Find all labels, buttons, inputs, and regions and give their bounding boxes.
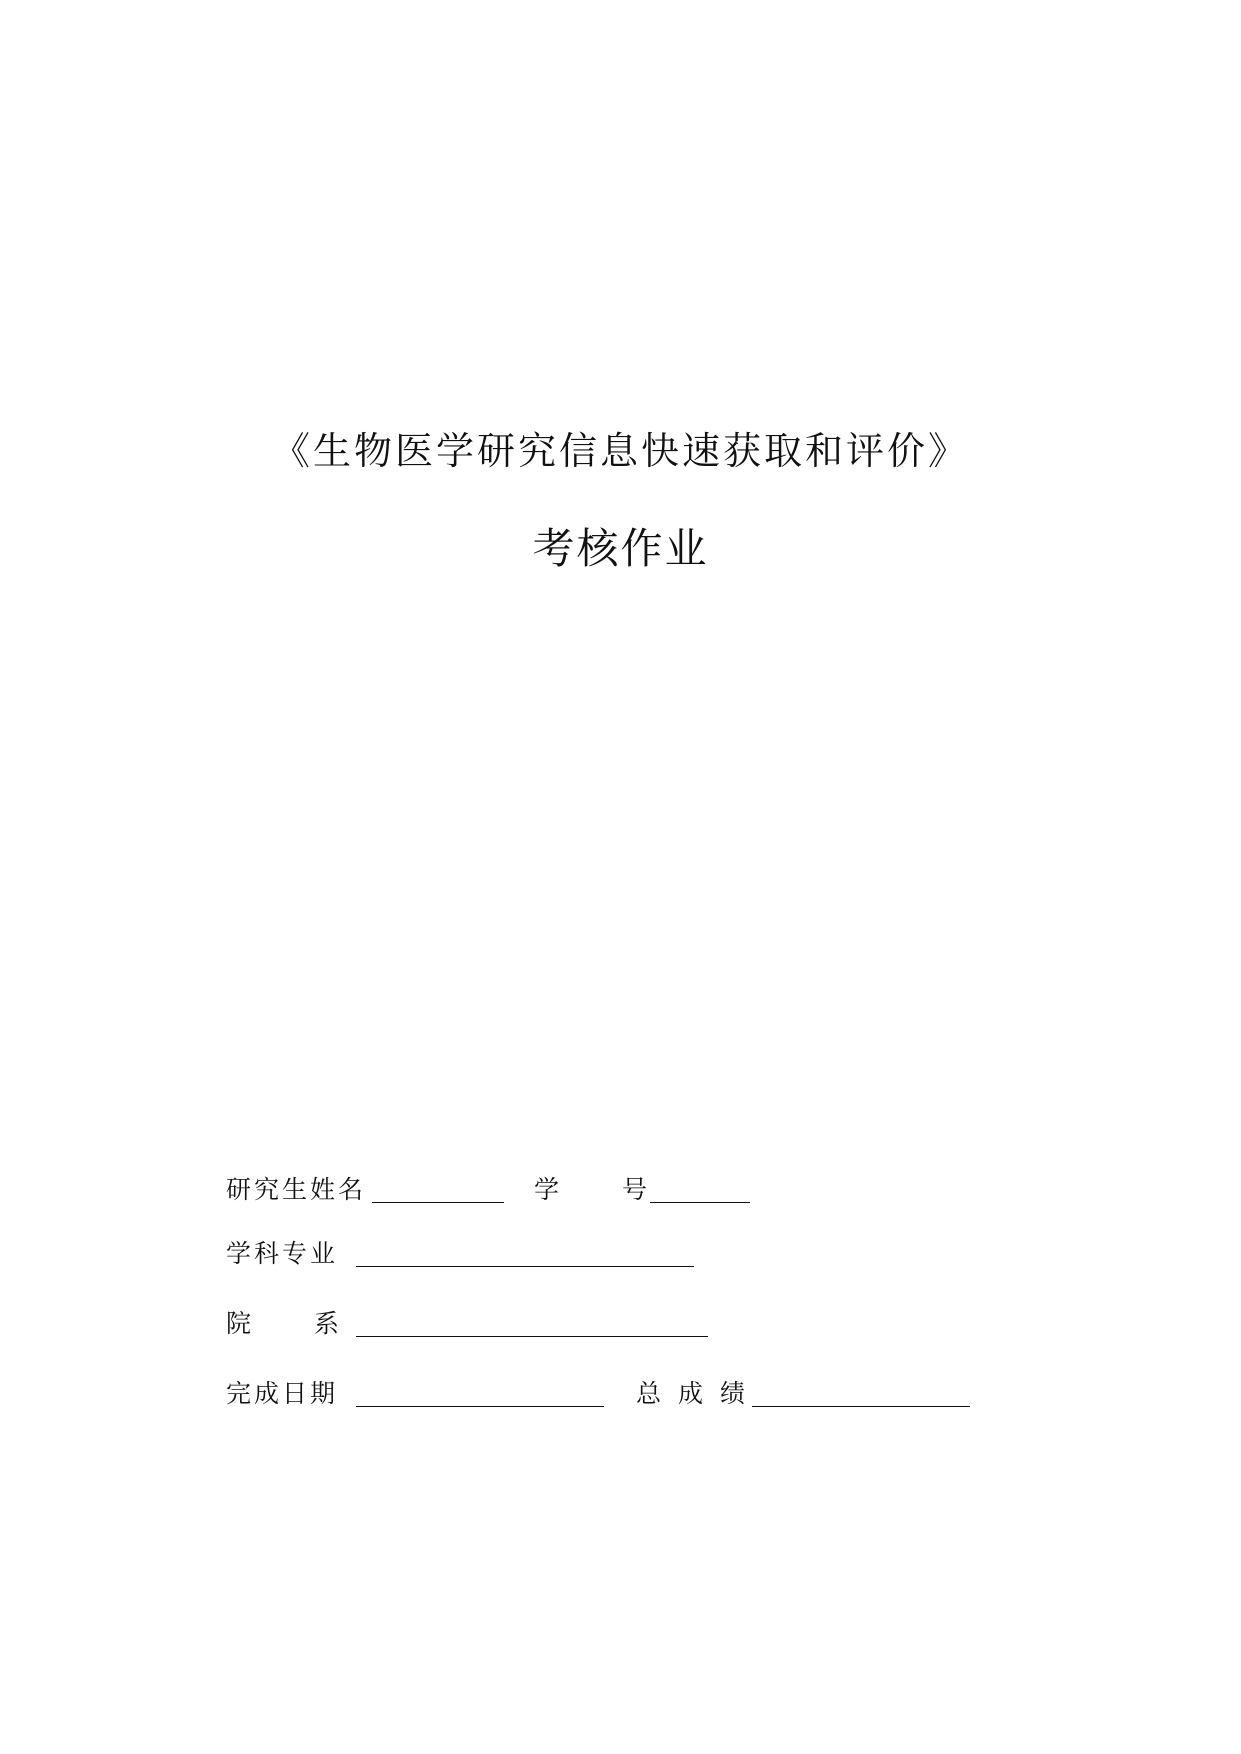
student-name-label: 研究生姓名	[226, 1175, 367, 1204]
major-field[interactable]	[356, 1266, 694, 1267]
student-name-field[interactable]	[372, 1202, 504, 1203]
row-department	[226, 1304, 1026, 1344]
completion-date-field[interactable]	[356, 1406, 604, 1407]
student-id-label-char2: 号	[622, 1175, 651, 1204]
student-id-field[interactable]	[650, 1202, 750, 1203]
row-date-score	[226, 1374, 1026, 1414]
row-major	[226, 1234, 1026, 1274]
total-score-label-char2: 成	[678, 1379, 707, 1408]
total-score-label-char3: 绩	[720, 1379, 749, 1408]
total-score-label-char1: 总	[636, 1379, 665, 1408]
document-subtitle: 考核作业	[532, 524, 709, 573]
department-field[interactable]	[356, 1336, 708, 1337]
row-name-id	[226, 1170, 1026, 1210]
total-score-field[interactable]	[752, 1406, 970, 1407]
student-id-label-char1: 学	[534, 1175, 563, 1204]
major-label: 学科专业	[226, 1239, 339, 1268]
department-label-char1: 院	[226, 1309, 255, 1338]
course-title: 《生物医学研究信息快速获取和评价》	[271, 429, 969, 473]
department-label-char2: 系	[314, 1309, 343, 1338]
completion-date-label: 完成日期	[226, 1379, 339, 1408]
